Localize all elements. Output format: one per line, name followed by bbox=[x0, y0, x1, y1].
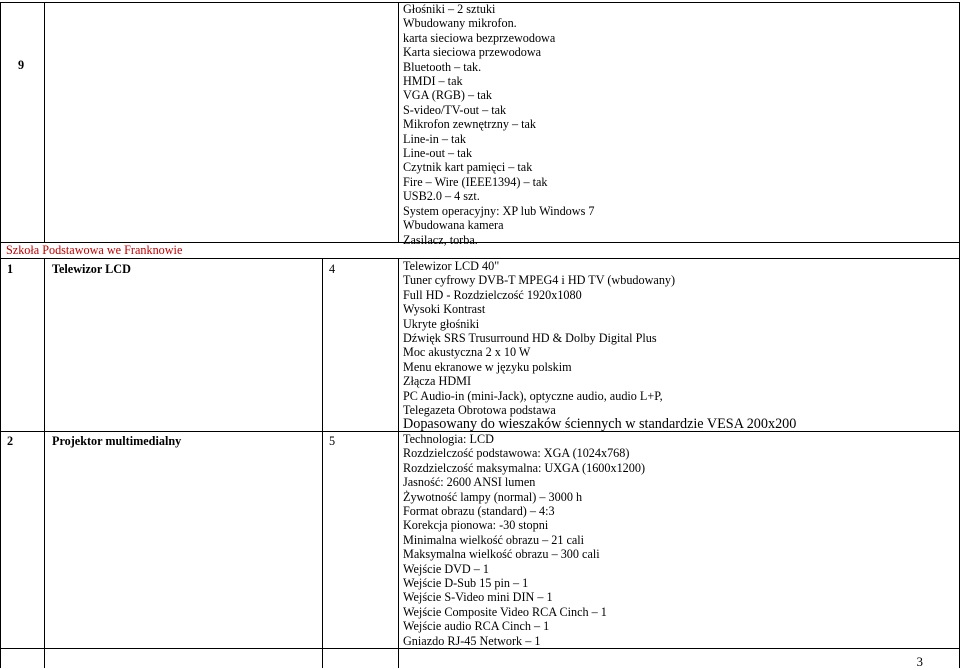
column-divider-number-2 bbox=[44, 258, 45, 668]
spec-list bbox=[403, 432, 645, 648]
spec-item: Moc akustyczna 2 x 10 W bbox=[403, 345, 531, 360]
spec-item: Minimalna wielkość obrazu – 21 cali bbox=[403, 532, 585, 547]
spec-item: Głośniki – 2 sztuki bbox=[403, 2, 496, 16]
spec-item: VGA (RGB) – tak bbox=[403, 88, 493, 103]
table-left-border bbox=[0, 2, 1, 668]
row-number: 9 bbox=[18, 58, 25, 72]
spec-item: Mikrofon zewnętrzny – tak bbox=[403, 117, 537, 132]
item-name: Telewizor LCD bbox=[52, 262, 131, 276]
spec-item: Korekcja pionowa: -30 stopni bbox=[403, 518, 549, 533]
spec-item: Złącza HDMI bbox=[403, 374, 472, 389]
spec-item: Maksymalna wielkość obrazu – 300 cali bbox=[403, 547, 600, 562]
spec-item: Wejście DVD – 1 bbox=[403, 561, 490, 576]
spec-item: Line-in – tak bbox=[403, 131, 466, 146]
row-number: 2 bbox=[7, 434, 14, 448]
spec-item: Wysoki Kontrast bbox=[403, 302, 486, 317]
spec-item: Wejście D-Sub 15 pin – 1 bbox=[403, 576, 529, 591]
spec-item: S-video/TV-out – tak bbox=[403, 102, 507, 117]
spec-item: Ukryte głośniki bbox=[403, 316, 480, 331]
spec-item: Wbudowany mikrofon. bbox=[403, 16, 517, 31]
spec-item: Czytnik kart pamięci – tak bbox=[403, 160, 533, 175]
page-number: 3 bbox=[916, 654, 923, 669]
spec-item: Rozdzielczość maksymalna: UXGA (1600x1200) bbox=[403, 460, 645, 475]
item-quantity: 5 bbox=[329, 434, 336, 448]
column-divider-specs-2 bbox=[398, 258, 399, 668]
spec-item: Jasność: 2600 ANSI lumen bbox=[403, 475, 536, 490]
spec-item: System operacyjny: XP lub Windows 7 bbox=[403, 203, 595, 218]
section-title: Szkoła Podstawowa we Franknowie bbox=[6, 243, 183, 257]
spec-item: Karta sieciowa przewodowa bbox=[403, 45, 542, 60]
spec-item: Bluetooth – tak. bbox=[403, 59, 482, 74]
spec-item: Telewizor LCD 40" bbox=[403, 259, 500, 273]
spec-item: karta sieciowa bezprzewodowa bbox=[403, 30, 556, 45]
column-divider-number bbox=[44, 2, 45, 242]
row-number: 1 bbox=[7, 262, 14, 276]
spec-item-large: Dopasowany do wieszaków ściennych w standardzie VESA 200x200 bbox=[403, 416, 797, 432]
spec-item: Zasilacz, torba. bbox=[403, 232, 478, 247]
spec-item: Fire – Wire (IEEE1394) – tak bbox=[403, 174, 548, 189]
spec-list bbox=[403, 2, 594, 247]
spec-list bbox=[403, 259, 675, 417]
spec-item: PC Audio-in (mini-Jack), optyczne audio, audio L+P, bbox=[403, 388, 663, 403]
spec-item: Wejście S-Video mini DIN – 1 bbox=[403, 590, 553, 605]
spec-item: Menu ekranowe w języku polskim bbox=[403, 359, 572, 374]
spec-item: HMDI – tak bbox=[403, 74, 463, 89]
spec-item: Wbudowana kamera bbox=[403, 218, 504, 233]
spec-item: Tuner cyfrowy DVB-T MPEG4 i HD TV (wbudowany) bbox=[403, 273, 676, 288]
column-divider-specs bbox=[398, 2, 399, 242]
spec-item: Line-out – tak bbox=[403, 146, 473, 161]
spec-item: Dźwięk SRS Trusurround HD & Dolby Digital Plus bbox=[403, 331, 657, 346]
item-quantity: 4 bbox=[329, 262, 336, 276]
spec-item: Wejście audio RCA Cinch – 1 bbox=[403, 619, 550, 634]
spec-item: Format obrazu (standard) – 4:3 bbox=[403, 504, 555, 519]
table-bottom-border bbox=[0, 648, 960, 649]
spec-item: Technologia: LCD bbox=[403, 432, 494, 446]
spec-item: USB2.0 – 4 szt. bbox=[403, 189, 480, 204]
spec-item: Wejście Composite Video RCA Cinch – 1 bbox=[403, 604, 607, 619]
spec-item: Gniazdo RJ-45 Network – 1 bbox=[403, 633, 541, 648]
spec-item: Rozdzielczość podstawowa: XGA (1024x768) bbox=[403, 446, 630, 461]
item-name: Projektor multimedialny bbox=[52, 434, 182, 448]
spec-item: Żywotność lampy (normal) – 3000 h bbox=[403, 489, 583, 504]
spec-item: Full HD - Rozdzielczość 1920x1080 bbox=[403, 287, 582, 302]
spec-item: Telegazeta Obrotowa podstawa bbox=[403, 403, 556, 418]
column-divider-name bbox=[322, 258, 323, 668]
